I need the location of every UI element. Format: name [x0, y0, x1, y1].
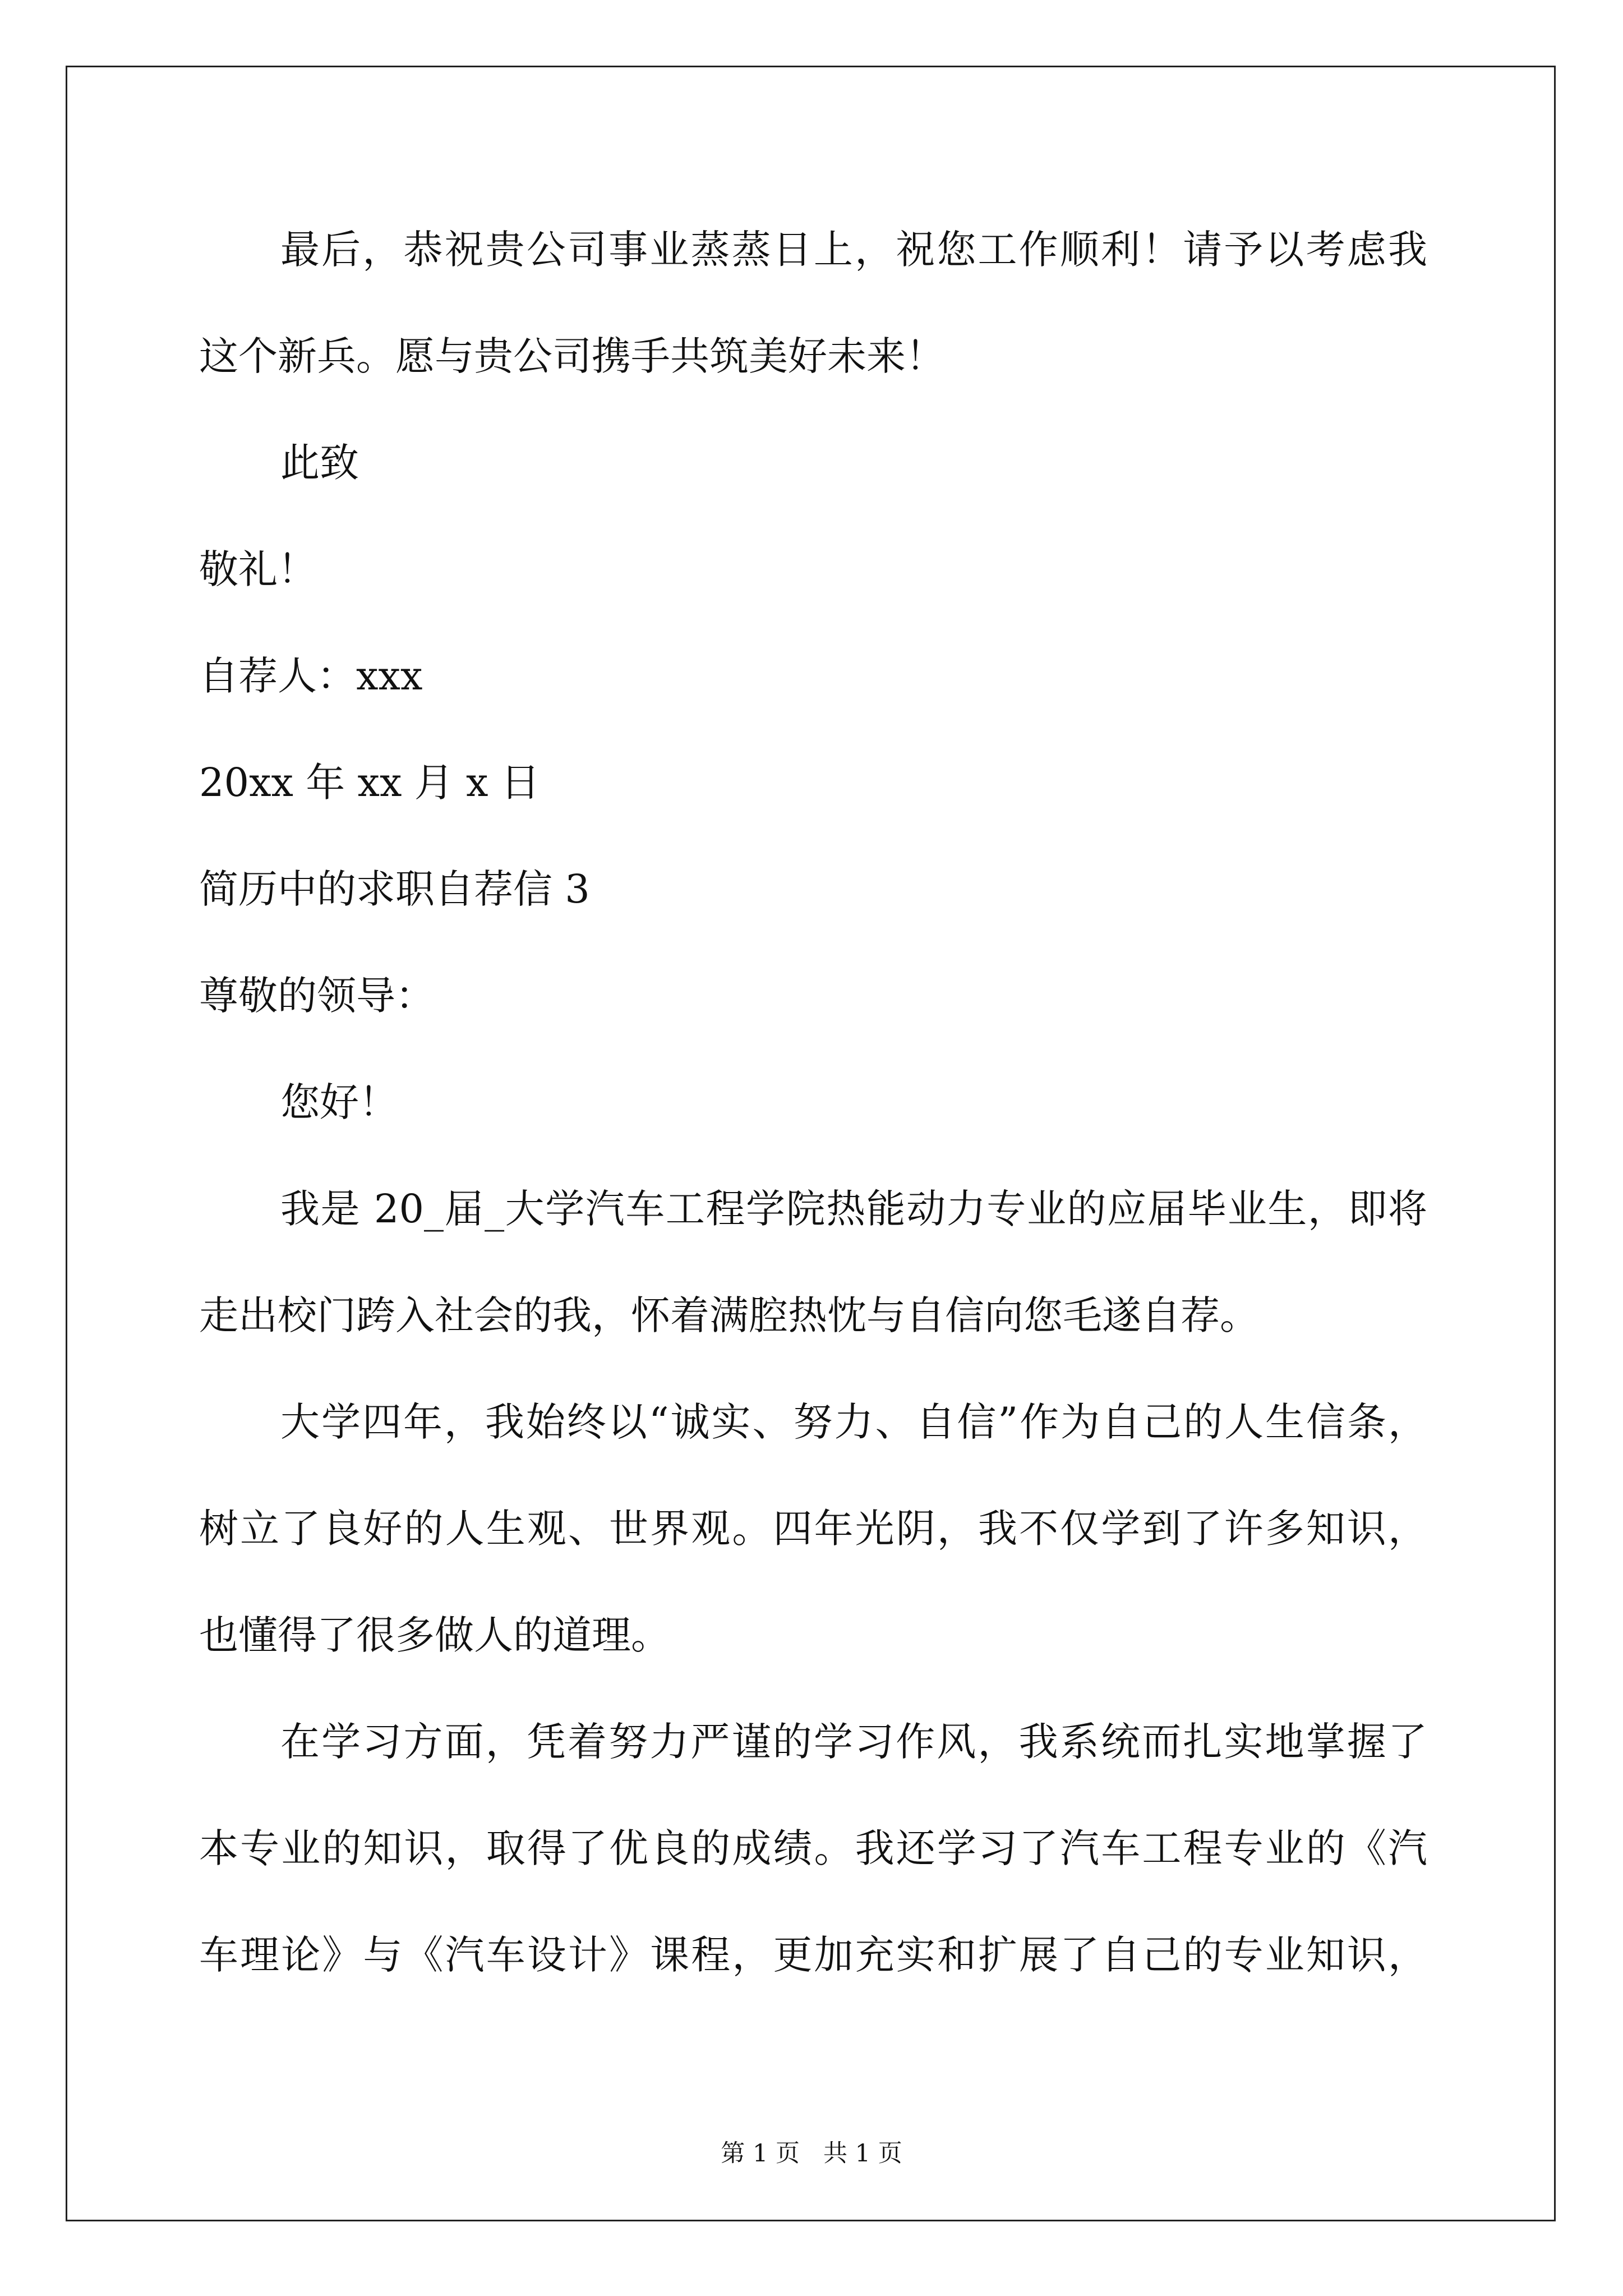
date-line: 20xx 年 xx 月 x 日: [199, 760, 540, 806]
closing-regards: 敬礼！: [199, 546, 317, 592]
greeting-hello: 您好！: [280, 1079, 398, 1125]
paragraph-line: 这个新兵。愿与贵公司携手共筑美好未来！: [199, 333, 945, 379]
page-border: [66, 66, 1556, 2221]
paragraph-line: 也懂得了很多做人的道理。: [199, 1612, 670, 1658]
greeting: 尊敬的领导：: [199, 973, 435, 1019]
page-footer: [0, 2134, 1623, 2169]
paragraph-line: 走出校门跨入社会的我，怀着满腔热忱与自信向您毛遂自荐。: [199, 1292, 1259, 1338]
section-title: 简历中的求职自荐信 3: [199, 866, 590, 912]
page-total: 共 1 页: [823, 2139, 902, 2168]
paragraph-line: 车理论》与《汽车设计》课程，更加充实和扩展了自己的专业知识，: [199, 1932, 1427, 1978]
paragraph-line: 最后，恭祝贵公司事业蒸蒸日上，祝您工作顺利！请予以考虑我: [280, 227, 1427, 273]
paragraph-line: 大学四年，我始终以“诚实、努力、自信”作为自己的人生信条，: [280, 1399, 1427, 1445]
signature-line: 自荐人：xxx: [199, 653, 423, 699]
paragraph-line: 在学习方面，凭着努力严谨的学习作风，我系统而扎实地掌握了: [280, 1719, 1427, 1765]
paragraph-line: 我是 20_届_大学汽车工程学院热能动力专业的应届毕业生，即将: [280, 1186, 1427, 1232]
closing-salutation: 此致: [280, 440, 359, 486]
paragraph-line: 树立了良好的人生观、世界观。四年光阴，我不仅学到了许多知识，: [199, 1506, 1427, 1552]
page-number: 第 1 页: [721, 2139, 800, 2168]
paragraph-line: 本专业的知识，取得了优良的成绩。我还学习了汽车工程专业的《汽: [199, 1825, 1427, 1871]
